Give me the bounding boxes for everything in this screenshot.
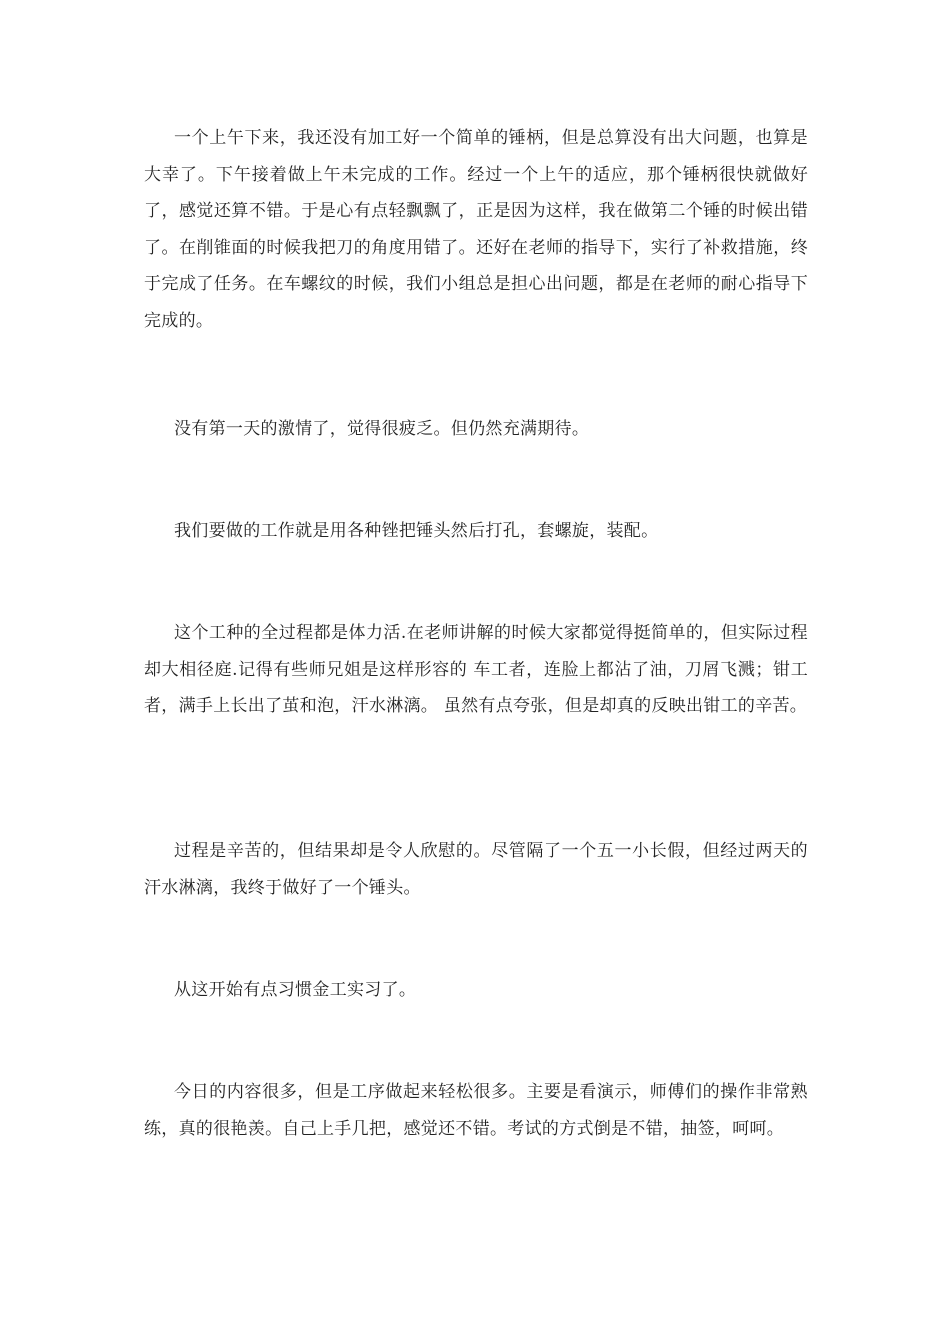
paragraph-4: 这个工种的全过程都是体力活.在老师讲解的时候大家都觉得挺简单的，但实际过程却大相径庭.记得有些师兄姐是这样形容的 车工者，连脸上都沾了油，刀屑飞溅；钳工者，满手上长出了茧和泡，汗水淋漓。 虽然有点夸张，但是却真的反映出钳工的辛苦。 [144,623,808,717]
paragraph-7: 今日的内容很多，但是工序做起来轻松很多。主要是看演示，师傅们的操作非常熟练，真的很艳羡。自己上手几把，感觉还不错。考试的方式倒是不错，抽签，呵呵。 [144,1082,808,1139]
paragraph-3: 我们要做的工作就是用各种锉把锤头然后打孔，套螺旋，装配。 [174,521,659,541]
paragraph-1: 一个上午下来，我还没有加工好一个简单的锤柄，但是总算没有出大问题，也算是大幸了。下午接着做上午未完成的工作。经过一个上午的适应，那个锤柄很快就做好了，感觉还算不错。于是心有点轻飘飘了，正是因为这样，我在做第二个锤的时候出错了。在削锥面的时候我把刀的角度用错了。还好在老师的指导下，实行了补救措施，终于完成了任务。在车螺纹的时候，我们小组总是担心出问题，都是在老师的耐心指导下完成的。 [144,128,808,331]
paragraph-2: 没有第一天的激情了，觉得很疲乏。但仍然充满期待。 [174,419,590,439]
paragraph-5: 过程是辛苦的，但结果却是令人欣慰的。尽管隔了一个五一小长假，但经过两天的汗水淋漓，我终于做好了一个锤头。 [144,841,808,898]
paragraph-6: 从这开始有点习惯金工实习了。 [174,980,417,1000]
